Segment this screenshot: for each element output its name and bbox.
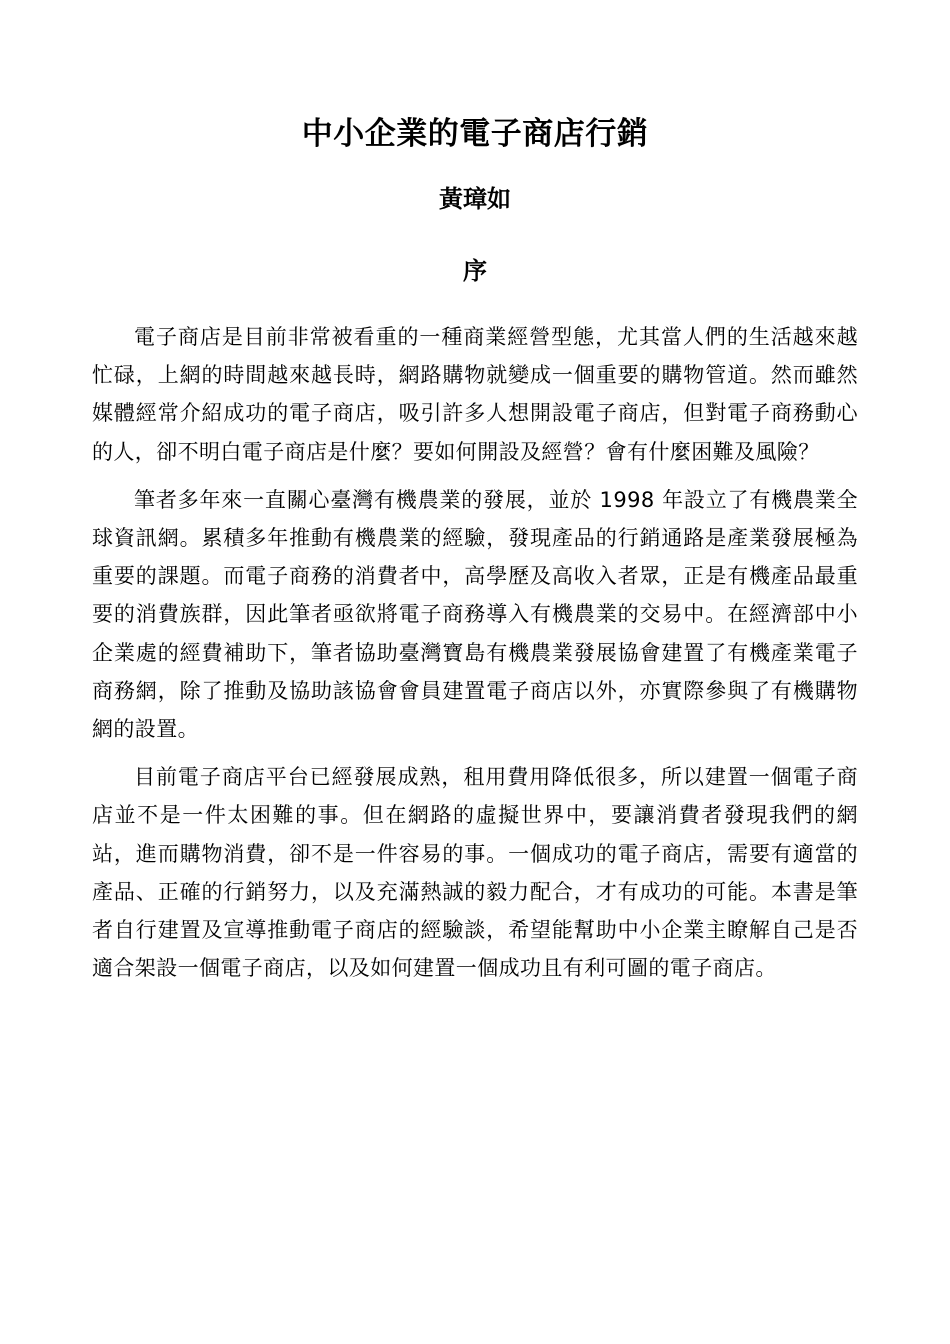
preface-body bbox=[92, 318, 858, 987]
document-title: 中小企業的電子商店行銷 bbox=[301, 116, 649, 152]
paragraph-1: 電子商店是目前非常被看重的一種商業經營型態，尤其當人們的生活越來越忙碌，上網的時間越來越長時，網路購物就變成一個重要的購物管道。然而雖然媒體經常介紹成功的電子商店，吸引許多人想開設電子商店，但對電子商務動心的人，卻不明白電子商店是什麼？要如何開設及經營？會有什麼困難及風險？ bbox=[92, 325, 858, 464]
paragraph-2: 筆者多年來一直關心臺灣有機農業的發展，並於 1998 年設立了有機農業全球資訊網。累積多年推動有機農業的經驗，發現產品的行銷通路是產業發展極為重要的課題。而電子商務的消費者中，高學歷及高收入者眾，正是有機產品最重要的消費族群，因此筆者亟欲將電子商務導入有機農業的交易中。在經濟部中小企業處的經費補助下，筆者協助臺灣寶島有機農業發展協會建置了有機產業電子商務網，除了推動及協助該協會會員建置電子商店以外，亦實際參與了有機購物網的設置。 bbox=[92, 487, 858, 742]
section-heading-preface: 序 bbox=[463, 257, 487, 285]
author-name: 黃璋如 bbox=[439, 185, 511, 213]
paragraph-3: 目前電子商店平台已經發展成熟，租用費用降低很多，所以建置一個電子商店並不是一件太困難的事。但在網路的虛擬世界中，要讓消費者發現我們的網站，進而購物消費，卻不是一件容易的事。一個成功的電子商店，需要有適當的產品、正確的行銷努力，以及充滿熱誠的毅力配合，才有成功的可能。本書是筆者自行建置及宣導推動電子商店的經驗談，希望能幫助中小企業主瞭解自己是否適合架設一個電子商店，以及如何建置一個成功且有利可圖的電子商店。 bbox=[92, 765, 858, 981]
